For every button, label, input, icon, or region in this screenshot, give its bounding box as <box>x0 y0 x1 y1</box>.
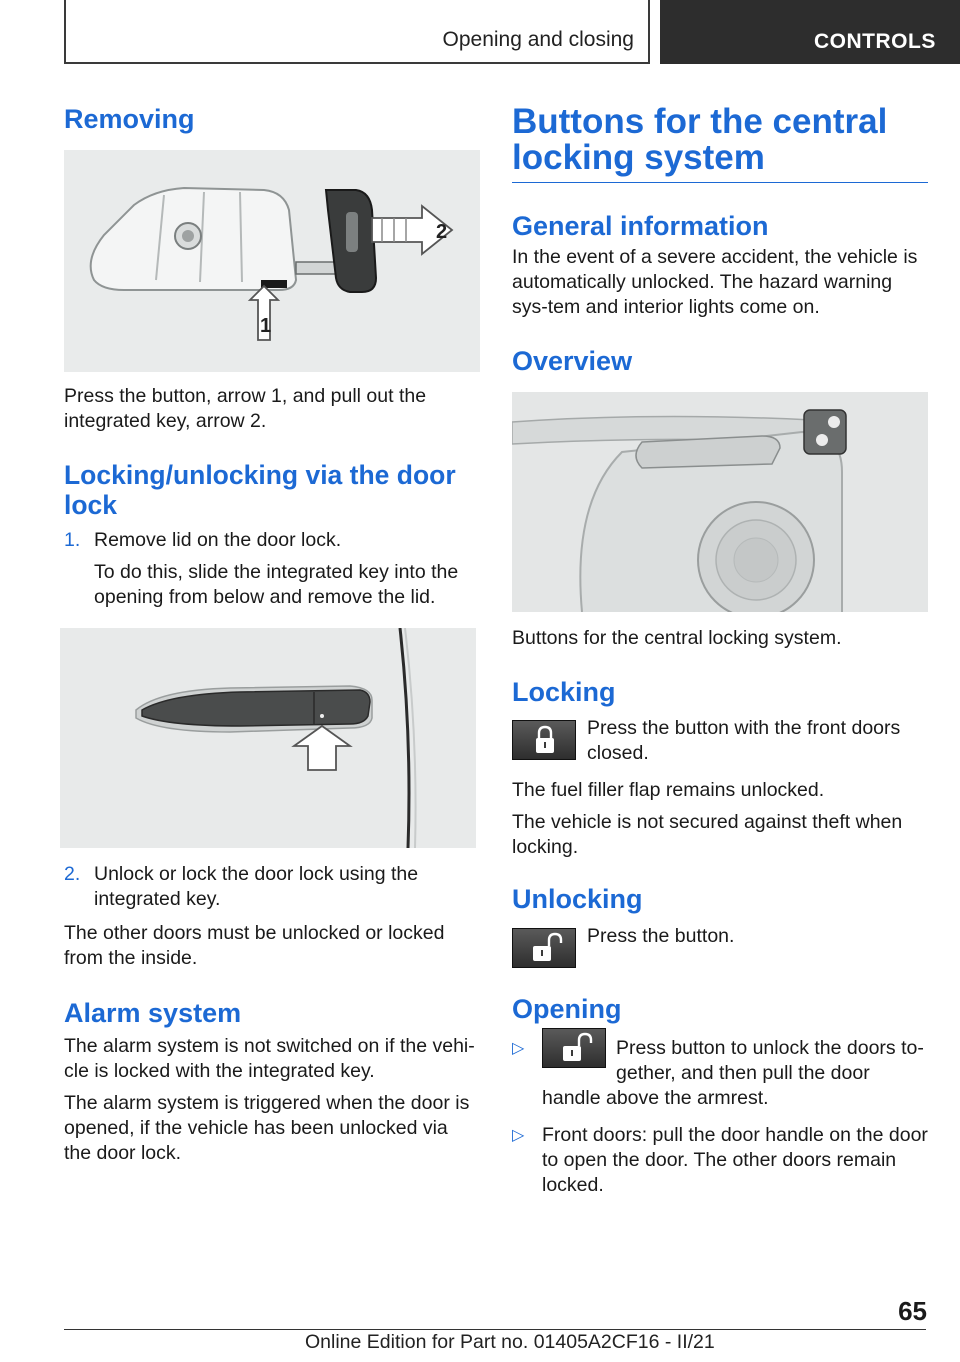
opening-heading: Opening <box>512 994 622 1024</box>
figure-label-2: 2 <box>436 221 448 243</box>
opening-bullet-1 <box>512 1036 928 1111</box>
step-number: 2. <box>64 863 81 885</box>
step-text: Remove lid on the door lock. <box>94 529 342 551</box>
header-section-box <box>64 0 650 64</box>
lock-open-icon <box>512 928 576 968</box>
general-heading: General information <box>512 211 769 241</box>
step-number: 1. <box>64 529 81 551</box>
other-doors-text: The other doors must be unlocked or locked from the inside. <box>64 922 445 969</box>
step-text: Unlock or lock the door lock using the integrated key. <box>94 863 419 910</box>
unlocking-block <box>512 924 928 970</box>
door-panel-figure <box>512 392 928 612</box>
removing-heading: Removing <box>64 104 195 134</box>
locking-text: Press the button with the front doors closed. <box>587 717 901 764</box>
general-text: In the event of a severe accident, the vehicle is automatically unlocked. The hazard warning sys‐tem and interior lights come on. <box>512 246 918 318</box>
overview-caption: Buttons for the central locking system. <box>512 627 842 649</box>
fuel-text: The fuel filler flap remains unlocked. <box>512 779 825 801</box>
step-2 <box>64 862 480 912</box>
bullet-marker: ▷ <box>512 1127 525 1144</box>
footer-divider <box>64 1329 926 1330</box>
opening-bullet-2 <box>512 1123 928 1198</box>
edition-text: Online Edition for Part no. 01405A2CF16 - II/21 <box>305 1331 715 1353</box>
key-removal-figure <box>64 150 480 372</box>
left-column <box>64 96 480 1166</box>
locking-block <box>512 716 928 766</box>
section-title: Opening and closing <box>442 28 634 51</box>
alarm-text-1: The alarm system is not switched on if the vehi‐cle is locked with the integrated key. <box>64 1035 475 1082</box>
main-heading: Buttons for the central locking system <box>512 104 928 183</box>
bullet-text: Front doors: pull the door handle on the door to open the door. The other doors remain locked. <box>542 1124 928 1196</box>
bullet-marker: ▷ <box>512 1040 525 1057</box>
unlocking-text: Press the button. <box>587 925 735 947</box>
locking-door-heading: Locking/unlocking via the door lock <box>64 460 456 520</box>
step-1 <box>64 528 480 610</box>
locking-heading: Locking <box>512 677 616 707</box>
theft-text: The vehicle is not secured against theft when locking. <box>512 811 903 858</box>
removing-text: Press the button, arrow 1, and pull out the integrated key, arrow 2. <box>64 385 427 432</box>
bullet-text: Press button to unlock the doors to‐gether, and then pull the door handle above the armrest. <box>542 1037 924 1109</box>
chapter-tab <box>660 0 960 64</box>
overview-heading: Overview <box>512 346 633 376</box>
alarm-text-2: The alarm system is triggered when the door is opened, if the vehicle has been unlocked via the door lock. <box>64 1092 470 1164</box>
page-number: 65 <box>898 1296 927 1326</box>
chapter-title: CONTROLS <box>814 30 936 53</box>
alarm-heading: Alarm system <box>64 998 242 1028</box>
lock-open-icon <box>542 1028 606 1068</box>
right-column <box>512 96 928 1198</box>
door-handle-figure <box>60 628 476 848</box>
lock-closed-icon <box>512 720 576 760</box>
step-subtext: To do this, slide the integrated key into the opening from below and remove the lid. <box>94 561 459 608</box>
figure-label-1: 1 <box>260 315 272 337</box>
unlocking-heading: Unlocking <box>512 884 643 914</box>
